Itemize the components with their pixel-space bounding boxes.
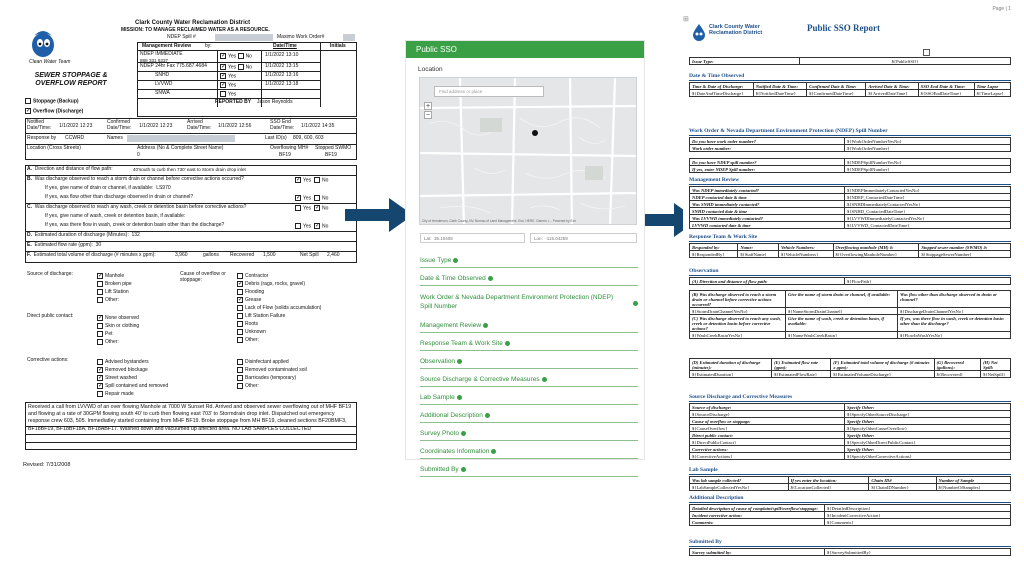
notified-label: Notified Date/Time:: [27, 119, 52, 131]
response-by-label: Response by: [27, 135, 57, 141]
section-additional-description[interactable]: Additional Description: [420, 412, 638, 419]
question-b-value: LS970: [156, 185, 171, 191]
cause-label: Cause of overflow or stoppage:: [180, 271, 226, 283]
stopped-label: Stopped SWMO: [315, 145, 352, 151]
names-label: Names: [107, 135, 123, 141]
question-a: Direction and distance of flow path:: [34, 166, 113, 172]
last-id-value: 809, 600, 603: [293, 135, 324, 141]
source-label: Source of discharge:: [27, 271, 73, 277]
question-d-value: 132: [131, 232, 140, 238]
section-response-team[interactable]: Response Team & Work Site: [420, 340, 638, 347]
question-f-value: 3,960: [175, 252, 188, 258]
arrived-value: 1/1/2022 12:56: [218, 123, 252, 129]
question-a-value: 40'south to curb then 730' east to Storm drain drop inlet: [133, 167, 246, 172]
overflowing-value: BF19: [279, 152, 291, 158]
mgmt-yes: ✓ Yes: [221, 73, 237, 80]
location-label: Location (Cross Streets): [27, 145, 81, 151]
overflowing-label: Overflowing MH#: [270, 145, 309, 151]
mgmt-row: LVVWD: [155, 81, 173, 87]
question-c2-yes-no: Yes ✓ No: [295, 223, 328, 230]
section-coordinates[interactable]: Coordinates Information: [420, 448, 638, 455]
mgmt-review-header: Management Review: [142, 43, 192, 49]
section-date-time[interactable]: Date & Time Observed: [420, 275, 638, 282]
redaction-bar: [343, 34, 355, 41]
cause-options: Contractor ✓ Debris (rags, rocks, gravel) Flooding ✓ Grease Lack of Flow (solids accumulation) Lift Station Failure Roots Unknown Other:: [238, 273, 322, 343]
recovered-value: 1,500: [263, 252, 276, 258]
report-org: Clark County Water Reclamation District: [709, 24, 763, 36]
stoppage-checkbox: [25, 98, 31, 104]
longitude-field[interactable]: Lon: -115.04259: [530, 233, 637, 243]
mgmt-row: NDEP 24hr Fax 775.687.4684: [140, 63, 207, 69]
expand-dot-icon: [485, 413, 490, 418]
question-c-sub: If yes, give name of wash, creek or detention basin, if available:: [45, 213, 186, 219]
narrative-text: Received a call from LVVWD of an over flowing Manhole at 7000 W Sunset Rd. Arrived and observed sewer overflowing out of MHF BF19 and flowing at a rate of 30GPM flowing south 40' to curb then flowing east 703' to Stormdrain drop inlet. Dispatched out emergency response crew 603, 505. Immediatley started containing from MHF BF19. Broke stoppage from MH BF19, cleaned sections BF20BMF3, BF18BF19, BF18BF18A, BF18ABF17. Washed down and vacuumed up affected area. NO LAB SAMPLES COLLECTED: [28, 404, 352, 432]
observation-b-table: (B) Was discharge observed to reach a storm drain or channel before corrective actions occurred? Give the name of storm drain or channel, if available: Was flow other than discharge observed in drain or channel? ${StormDrainChannelYesNo} ${NameStormDrainChannel} ${DischargeDrainChannelYesNo} (C) Was discharge observed to reach any wash, creek or detention basin before corrective actions? Give the name of wash, creek or detention basin, if available: If yes, was there flow in wash, creek or detention basin other than the discharge? ${WashCreekBasinYesNo} ${NameWashCreekBasin} ${FlowInWashYesNo}: [689, 290, 1011, 339]
ndep-spill-label: NDEP Spill #: [167, 34, 196, 40]
question-c2: If yes, was there flow in wash, creek or detention basin other than the discharge?: [45, 222, 225, 228]
section-observation[interactable]: Observation: [420, 358, 638, 365]
mgmt-row: SNHD: [155, 72, 170, 78]
question-e: Estimated flow rate (gpm):: [34, 242, 93, 248]
stopped-value: BF19: [325, 152, 337, 158]
mgmt-datetime: 1/1/2022 13:18: [265, 81, 299, 87]
mgmt-datetime: 1/1/2022 13:10: [265, 52, 299, 58]
issue-type-table: Issue Type: ${PublicSSO}: [689, 57, 1011, 65]
question-c-yes-no: Yes ✓ No: [295, 205, 328, 212]
report-template: [683, 5, 1019, 560]
location-map[interactable]: [419, 77, 637, 225]
corrective-options: Advised bystanders ✓ Removed blockage ✓ Street washed ✓ Spill contained and removed Repair made: [98, 359, 169, 397]
expand-dot-icon: [505, 341, 510, 346]
question-b2: If yes, was flow other than discharge observed in drain or channel?: [45, 194, 194, 200]
location-label: Location: [418, 66, 443, 73]
by-label: by:: [205, 43, 212, 49]
expand-dot-icon: [453, 258, 458, 263]
observation-table: (A) Direction and distance of flow path: ${FlowPath}: [689, 277, 1011, 285]
overflow-checkbox: ✓: [26, 108, 32, 114]
section-heading: Response Team & Work Site: [689, 234, 758, 240]
expand-dot-icon: [457, 359, 462, 364]
move-handle-icon: ⊞: [683, 15, 689, 23]
contact-label: Direct public contact:: [27, 313, 74, 319]
maximo-label: Maximo Work Order#: [277, 34, 325, 40]
arrived-label: Arrived Date/Time:: [187, 119, 212, 131]
mgmt-datetime: 1/1/2022 13:15: [265, 63, 299, 69]
confirmed-label: Confirmed Date/Time:: [107, 119, 132, 131]
location-pin-icon: [532, 130, 538, 136]
net-spill-value: 2,460: [327, 252, 340, 258]
address-label: Address (No & Complete Street Name): [137, 145, 224, 151]
section-management-review[interactable]: Management Review: [420, 322, 638, 329]
question-e-value: 30: [95, 242, 102, 248]
logo-text: Clean Water Team: [29, 59, 71, 65]
expand-dot-icon: [491, 449, 496, 454]
additional-description-table: Detailed description of cause of complaint/spill/overflow/stoppage: ${DetailedDescription} Incident corrective action: ${IncidentCorrectiveAction} Comments: ${Comments}: [689, 504, 1011, 526]
section-heading: Source Discharge and Corrective Measures: [689, 394, 793, 400]
expand-dot-icon: [457, 395, 462, 400]
question-b: Was discharge observed to reach a storm drain or channel before corrective actions occurred?: [34, 176, 244, 182]
section-heading: Date & Time Observed: [689, 73, 745, 79]
mgmt-datetime: 1/1/2022 13:16: [265, 72, 299, 78]
expand-dot-icon: [488, 276, 493, 281]
ccwrd-value: CCWRD: [65, 135, 85, 141]
section-heading: Additional Description: [689, 495, 744, 501]
redaction-bar: [127, 135, 235, 142]
management-review-table: Was NDEP immediately contacted? ${NDEPImmediatelyContactedYesNo} NDEP contacted date & time ${NDEP_ContactedDateTime} Was SNHD immediately contacted? ${SNHDImmediatelyContactedYesNo} SNHD contacted date & time ${SNHD_ContactedDateTime} Was LVVWD immediately contacted? ${LVVWDImmediatelyContactedYesNo} LVVWD contacted date & time ${LVVWD_ContactedDateTime}: [689, 186, 1011, 229]
reporter-name: Jason Reynolds: [257, 99, 293, 105]
section-survey-photo[interactable]: Survey Photo: [420, 430, 638, 437]
form-title: SEWER STOPPAGE & OVERFLOW REPORT: [34, 72, 108, 88]
address-value: 0: [137, 152, 140, 158]
section-heading: Management Review: [689, 177, 740, 183]
question-c: Was discharge observed to reach any wash, creek or detention basin before corrective actions?: [34, 204, 247, 210]
recovered-label: Recovered: [230, 252, 255, 258]
question-d: Estimated duration of discharge (Minutes):: [34, 232, 129, 238]
corrective-label: Corrective actions:: [27, 357, 69, 363]
expand-dot-icon: [483, 323, 488, 328]
mgmt-yes: Yes: [220, 91, 236, 98]
submitted-by-table: Survey submitted by: ${SurveySubmittedBy}: [689, 548, 1011, 556]
page-number: Page | 1: [992, 6, 1011, 12]
redaction-bar: [215, 34, 273, 41]
sso-end-value: 1/1/2022 14:35: [301, 123, 335, 129]
mgmt-row: NDEP IMMEDIATE 888 331 6337: [140, 51, 183, 63]
zoom-in-button[interactable]: +: [425, 103, 431, 110]
section-heading: Observation: [689, 268, 719, 274]
gallons-label: gallons: [203, 252, 219, 258]
confirmed-value: 1/1/2022 12:23: [139, 123, 173, 129]
mgmt-row: SNWA: [155, 90, 170, 96]
sso-end-label: SSO End Date/Time:: [270, 119, 295, 131]
map-search-input[interactable]: Find address or place: [434, 86, 544, 97]
initials-header: Initials: [330, 43, 346, 49]
question-f: Estimated total volume of discharge (# minutes x gpm):: [33, 252, 156, 258]
section-heading: Lab Sample: [689, 467, 718, 473]
reported-by-label: REPORTED BY: [215, 99, 252, 105]
response-team-table: Responded by: Name: Vehicle Numbers: Overflowing manhole (MH) #: Stopped sewer number (SWMO) #: ${RespondedBy} ${StaffName} ${VehicleNumbers} ${OverflowingManholeNumber} ${StoppageSewerNumber}: [689, 243, 1011, 258]
mobile-survey-form: [405, 40, 645, 473]
section-issue-type[interactable]: Issue Type: [420, 257, 638, 264]
report-title: Public SSO Report: [807, 23, 881, 33]
latitude-field[interactable]: Lat: 36.10408: [420, 233, 525, 243]
expand-dot-icon: [461, 467, 466, 472]
stoppage-checkbox-row: Stoppage (Backup): [25, 98, 79, 105]
ndep-table: Do you have NDEP spill number? ${NDEPSpillNumberYesNo} If yes, enter NDEP Spill number: ${NDEPSpillNumber}: [689, 158, 1011, 173]
last-id-label: Last ID(s): [265, 135, 287, 141]
water-drop-logo-icon: [25, 24, 61, 60]
survey-title-bar: Public SSO: [406, 41, 644, 58]
source-options: ✓ Manhole Broken pipe Lift Station Other:: [98, 272, 132, 303]
section-source-discharge[interactable]: Source Discharge & Corrective Measures: [420, 376, 638, 383]
expand-dot-icon: [633, 301, 638, 306]
zoom-out-button[interactable]: −: [425, 112, 431, 119]
section-heading: Submitted By: [689, 539, 722, 545]
source-discharge-table: Source of discharge: Specify Other: ${SourceDischarge} ${SpecifyOtherSourceDischarge} Cause of overflow or stoppage: Specify Other: ${CauseOverflow} ${SpecifyOtherCauseOverflow} Direct public contact: Specify Other: ${DirectPublicContact} ${SpecifyOtherDirectPublicContact} Corrective actions: Specify Other: ${CorrectiveActions} ${SpecifyOtherCorrectiveActions}: [689, 403, 1011, 460]
checkbox: [923, 49, 930, 56]
map-attribution: City of Henderson, Clark County, NV, Bureau of Land Management, Esri, HERE, Garmin, I... Powered by Esri: [422, 219, 576, 223]
paper-form: Clean Water Team SEWER STOPPAGE & OVERFLOW REPORT Clark County Water Reclamation District MISSION: TO MANAGE RECLAIMED WATER AS A RESOURCE. NDEP Spill # Maximo Work Order# Stoppage (Backup) ✓ Overflow (Discharge) Management Review by: Date/Time Initials NDEP IMMEDIATE 888 331 6337 ✓ Yes No 1/1/2022 13:10 NDEP 24hr Fax 775.687.4684 ✓ Yes No 1/1/2022 13:15 SNHD ✓ Yes 1/1/2022 13:16 LVVWD ✓ Yes 1/1/2022 13:18 SNWA Yes REPORTED BY Jason Reynolds Notified Date/Time: 1/1/2022 12:23 Confirmed Date/Time: 1/1/2022 12:23 Arrived Date/Time: 1/1/2022 12:56 SSO End Date/Time: 1/1/2022 14:35 Response by CCWRD Names Last ID(s) 809, 600, 603 Location (Cross Streets) Address (No & Complete Street Name) 0 Overflowing MH# BF19 Stopped SWMO BF19 A. Direction and distance of flow path: 40'south to curb then 730' east to Storm drain drop inlet B. Was discharge observed to reach a storm drain or channel before corrective actions occurred? ✓ Yes No If yes, give name of drain or channel, if available: LS970 If yes, was flow other than discharge observed in drain or channel? ✓ Yes No C. Was discharge observed to reach any wash, creek or detention basin before corrective actions? Yes ✓ No If yes, give name of wash, creek or detention basin, if available: If yes, was there flow in wash, creek or detention basin other than the discharge? Yes ✓ No D. Estimated duration of discharge (Minutes): 132 E. Estimated flow rate (gpm): 30 F. Estimated total volume of discharge (# minutes x gpm): 3,960 gallons Recovered 1,500 Net Spill 2,460 Source of discharge: ✓ Manhole Broken pipe Lift Station Other: Cause of overflow or stoppage: Contractor ✓ Debris (rags, rocks, gravel) Flooding ✓ Grease Lack of Flow (solids accumulation) Lift Station Failure Roots Unknown Other: Direct public contact: ✓ None observed Skin or clothing Pet Other: Corrective actions: Advised bystanders ✓ Removed blockage ✓ Street washed ✓ Spill contained and removed Repair made Disinfectant applied Removed contaminated soil Barricades (temporary) Other: Received a call from LVVWD of an over flowing Manhole at 7000 W Sunset Rd. Arrived and observed sewer overflowing out of MHF BF19 and flowing at a rate of 30GPM flowing south 40' to curb then flowing east 703' to Stormdrain drop inlet. Dispatched out emergency response crew 603, 505. Immediatley started containing from MHF BF19. Broke stoppage from MH BF19, cleaned sections BF20BMF3, BF18BF19, BF18BF18A, BF18ABF17. Washed down and vacuumed up affected area. NO LAB SAMPLES COLLECTED Revised: 7/31/2008: [15, 10, 357, 470]
expand-dot-icon: [542, 377, 547, 382]
revised-date: Revised: 7/31/2008: [23, 462, 71, 468]
expand-dot-icon: [461, 431, 466, 436]
lab-sample-table: Was lab sample collected? If yes enter the location: Chain ID# Number of Sample ${LabSampleCollectedYesNo} ${LocationCollected} ${ChainIDNumber} ${NumberOfSamples}: [689, 476, 1011, 491]
mission: MISSION: TO MANAGE RECLAIMED WATER AS A RESOURCE.: [121, 27, 270, 33]
mgmt-yes: ✓ Yes: [221, 82, 237, 89]
question-b-yes-no: ✓ Yes No: [296, 177, 329, 184]
org-name: Clark County Water Reclamation District: [135, 20, 251, 26]
overflow-checkbox-row: ✓ Overflow (Discharge): [26, 108, 84, 115]
datetime-header: Date/Time: [273, 43, 297, 49]
water-drop-logo-icon: [691, 23, 707, 41]
question-b-sub: If yes, give name of drain or channel, if available:: [45, 185, 154, 191]
section-heading: Work Order & Nevada Department Environment Protection (NDEP) Spill Number: [689, 128, 888, 134]
corrective-options-2: Disinfectant applied Removed contaminated soil Barricades (temporary) Other:: [237, 358, 307, 390]
section-submitted-by[interactable]: Submitted By: [420, 466, 638, 473]
section-work-order[interactable]: Work Order & Nevada Department Environment Protection (NDEP) Spill Number: [420, 293, 625, 311]
net-spill-label: Net Spill: [300, 252, 319, 258]
contact-options: ✓ None observed Skin or clothing Pet Other:: [98, 314, 140, 345]
date-time-table: Time & Date of Discharge: Notified Date & Time: Confirmed Date & Time: Arrived Date & Time: SSO End Date & Time: Time Lapse ${DateAndTimeDischarge} ${NotifiedDateTime} ${ConfirmedDateTime} ${ArrivedDateTime} ${SSOEndDateTime} ${TimeLapse}: [689, 82, 1011, 97]
observation-d-table: (D) Estimated duration of discharge (minutes): (E) Estimated flow rate (gpm): (F) Estimated total volume of discharge (# minutes x gpm): (G) Recovered (gallons): (H) Net Spill: ${EstimatedDuration} ${EstimatedFlowRate} ${EstimatedVolumeDischarge} ${Recovered} ${NetSpill}: [689, 358, 1011, 378]
notified-value: 1/1/2022 12:23: [59, 123, 93, 129]
mgmt-yes-no: ✓ Yes No: [221, 53, 252, 60]
map-streets: [420, 78, 637, 225]
section-lab-sample[interactable]: Lab Sample: [420, 394, 638, 401]
mgmt-yes-no: ✓ Yes No: [221, 64, 252, 71]
question-b2-yes-no: ✓ Yes No: [296, 195, 329, 202]
work-order-table: Do you have work order number? ${WorkOrderNumberYesNo} Work order number: ${WorkOrderNumber}: [689, 137, 1011, 152]
